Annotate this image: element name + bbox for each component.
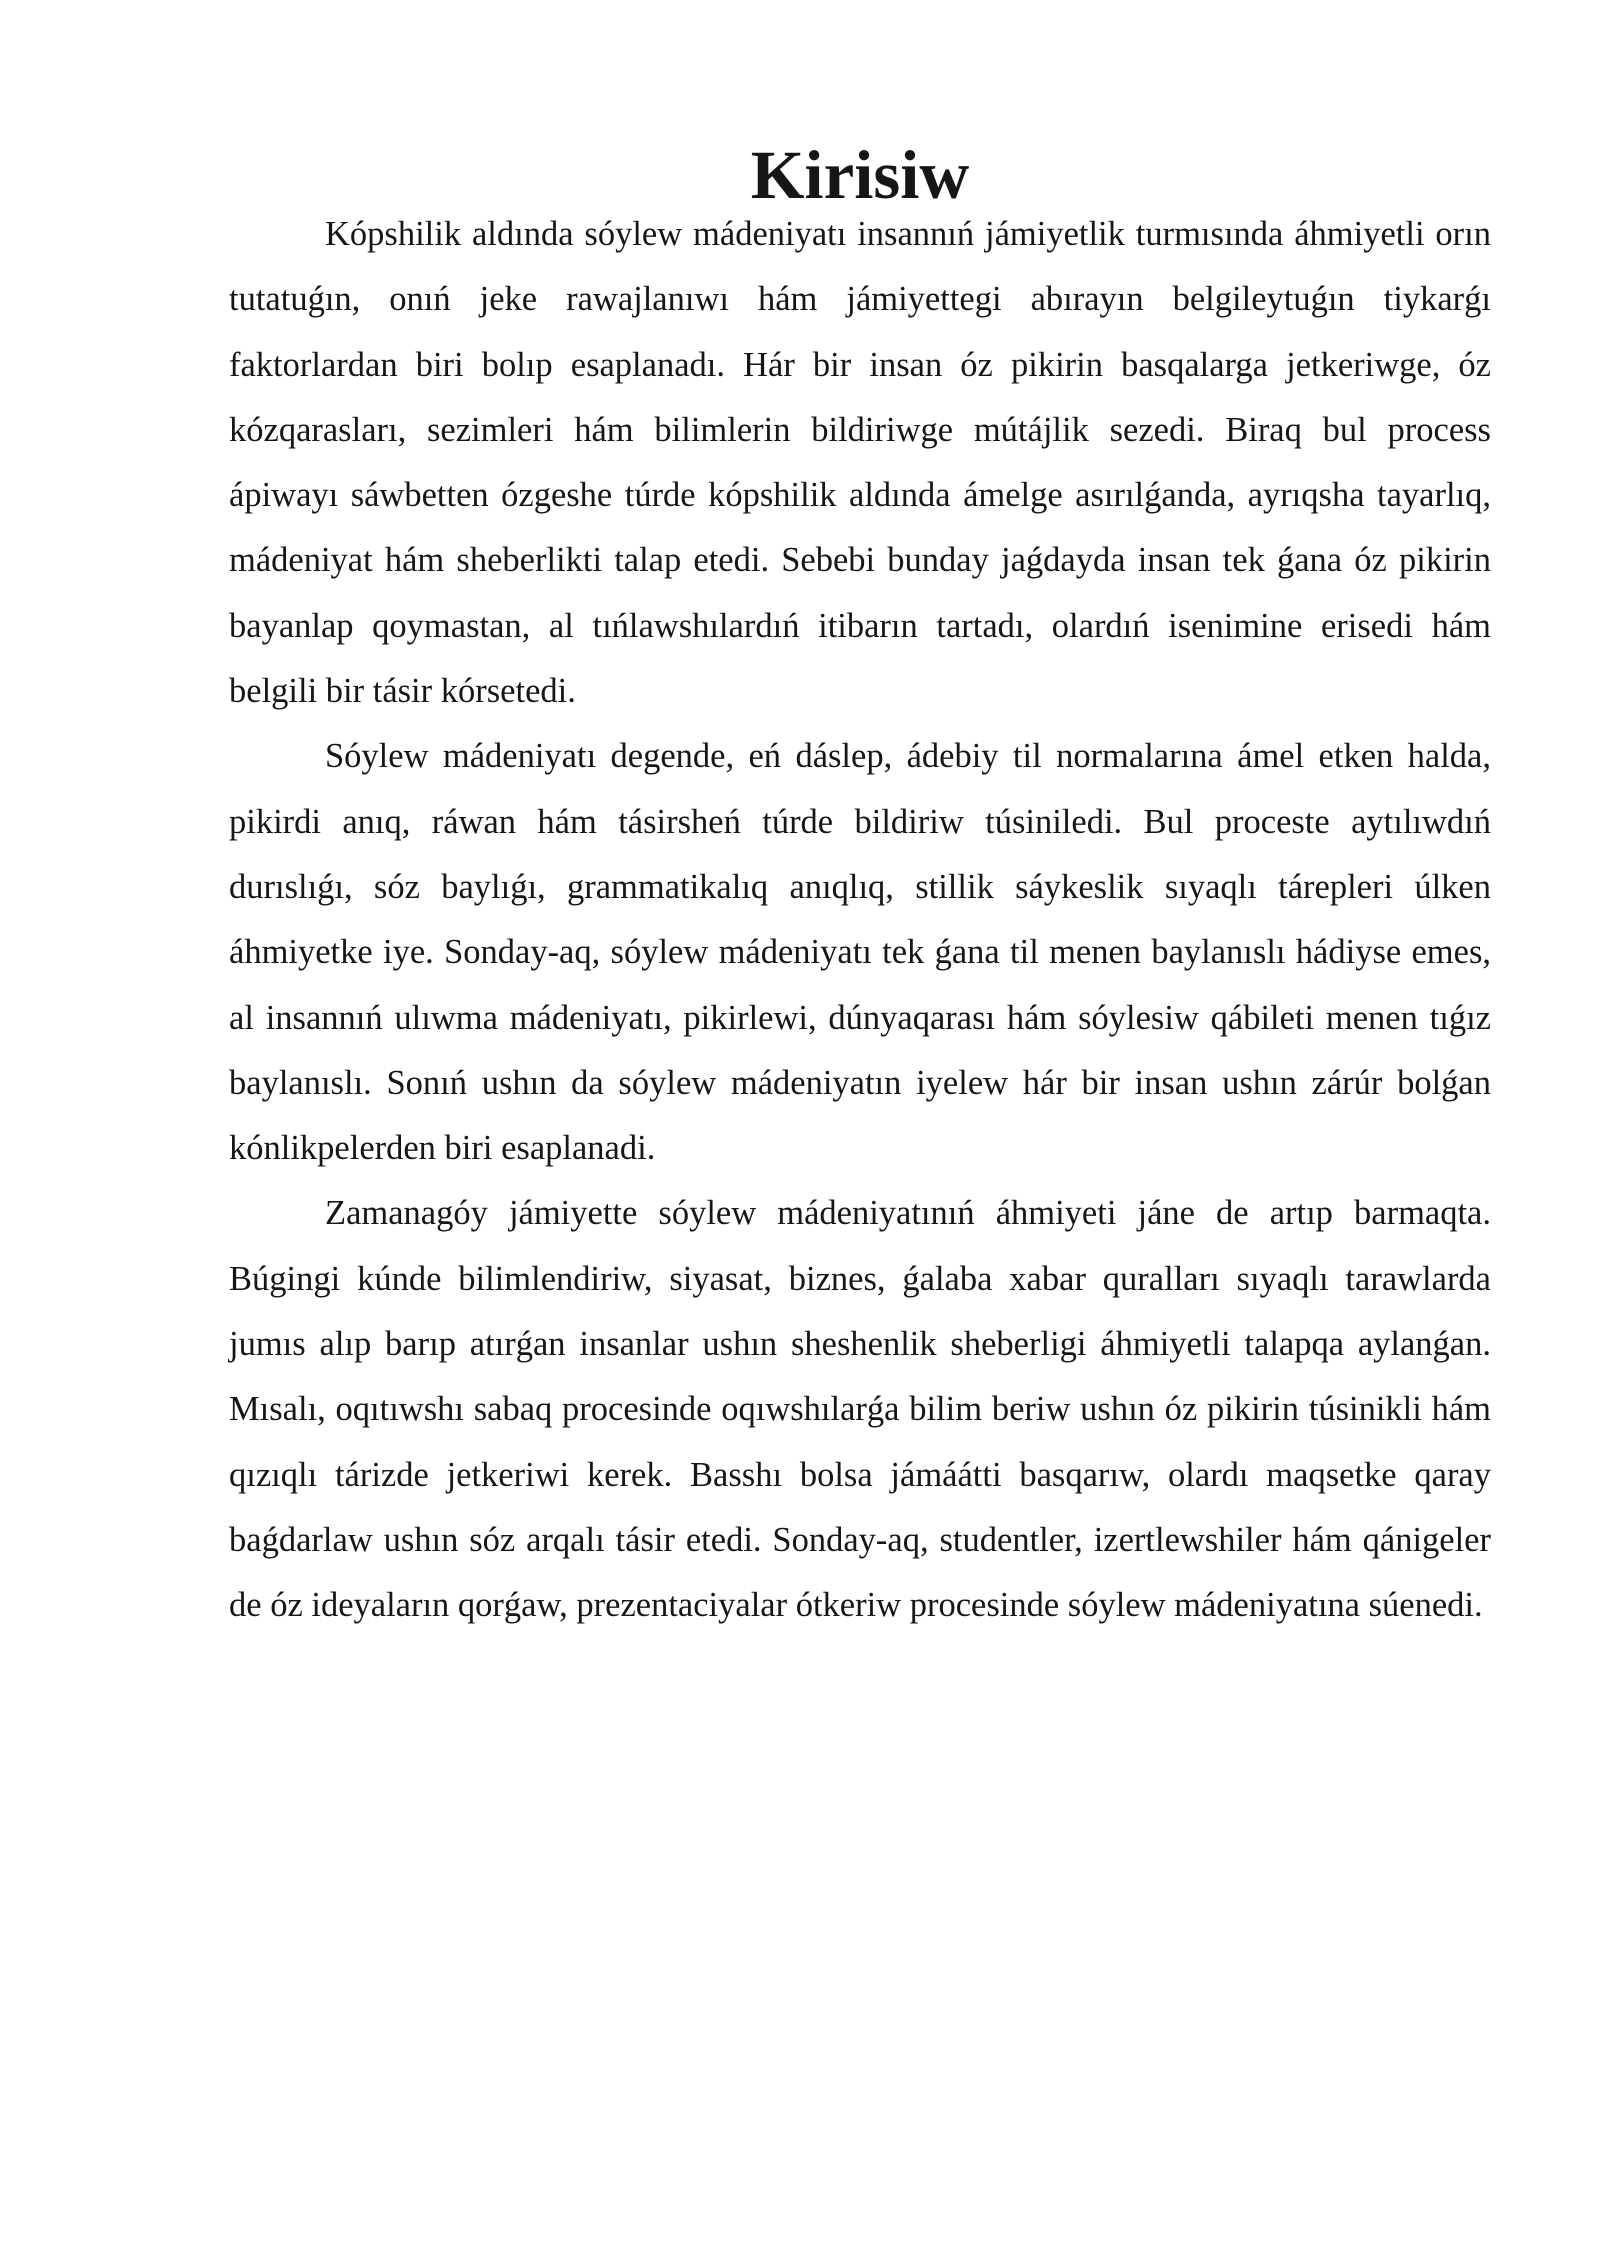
document-title: Kirisiw (750, 137, 970, 213)
document-page (229, 137, 1491, 1639)
paragraph-2: Sóylew mádeniyatı degende, eń dáslep, ádebiy til normalarına ámel etken halda, pikirdi anıq, ráwan hám tásirsheń túrde bildiriw túsiniledi. Bul proceste aytılıwdıń durıslıǵı, sóz baylıǵı, grammatikalıq anıqlıq, stillik sáykeslik sıyaqlı tárepleri úlken áhmiyetke iye. Sonday-aq, sóylew mádeniyatı tek ǵana til menen baylanıslı hádiyse emes, al insannıń ulıwma mádeniyatı, pikirlewi, dúnyaqarası hám sóylesiw qábileti menen tıǵız baylanıslı. Sonıń ushın da sóylew mádeniyatın iyelew hár bir insan ushın zárúr bolǵan kónlikpelerden biri esaplanadi. (229, 737, 1491, 1168)
paragraph-3: Zamanagóy jámiyette sóylew mádeniyatınıń áhmiyeti jáne de artıp barmaqta. Búgingi kúnde bilimlendiriw, siyasat, biznes, ǵalaba xabar quralları sıyaqlı tarawlarda jumıs alıp barıp atırǵan insanlar ushın sheshenlik sheberligi áhmiyetli talapqa aylanǵan. Mısalı, oqıtıwshı sabaq procesinde oqıwshılarǵa bilim beriw ushın óz pikirin túsinikli hám qızıqlı tárizde jetkeriwi kerek. Basshı bolsa jámáátti basqarıw, olardı maqsetke qaray baǵdarlaw ushın sóz arqalı tásir etedi. Sonday-aq, studentler, izertlewshiler hám qánigeler de óz ideyaların qorǵaw, prezentaciyalar ótkeriw procesinde sóylew mádeniyatına súenedi. (229, 1194, 1491, 1625)
paragraph-1: Kópshilik aldında sóylew mádeniyatı insannıń jámiyetlik turmısında áhmiyetli orın tutatuǵın, onıń jeke rawajlanıwı hám jámiyettegi abırayın belgileytuǵın tiykarǵı faktorlardan biri bolıp esaplanadı. Hár bir insan óz pikirin basqalarga jetkeriwge, óz kózqarasları, sezimleri hám bilimlerin bildiriwge mútájlik sezedi. Biraq bul process ápiwayı sáwbetten ózgeshe túrde kópshilik aldında ámelge asırılǵanda, ayrıqsha tayarlıq, mádeniyat hám sheberlikti talap etedi. Sebebi bunday jaǵdayda insan tek ǵana óz pikirin bayanlap qoymastan, al tıńlawshılardıń itibarın tartadı, olardıń isenimine erisedi hám belgili bir tásir kórsetedi. (229, 215, 1491, 711)
